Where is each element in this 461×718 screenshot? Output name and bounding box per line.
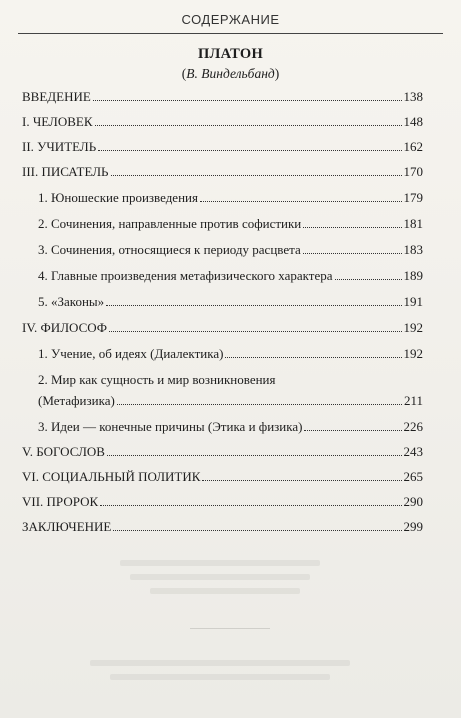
toc-page: 138 bbox=[403, 89, 423, 104]
section-title: ПЛАТОН bbox=[197, 46, 264, 62]
toc-page: 265 bbox=[403, 469, 423, 484]
toc-label: III. ПИСАТЕЛЬ bbox=[22, 164, 109, 179]
toc-leader bbox=[202, 480, 401, 481]
toc-page: 290 bbox=[403, 494, 423, 509]
toc-page: 170 bbox=[403, 164, 423, 179]
toc-entry-flourishing-period bbox=[22, 242, 423, 257]
show-through-rule bbox=[190, 628, 270, 629]
toc-entry-teacher bbox=[22, 139, 423, 154]
author-close-paren: ) bbox=[274, 66, 280, 81]
toc-label: 3. Сочинения, относящиеся к периоду расцвета bbox=[38, 242, 301, 257]
toc-entry-introduction bbox=[22, 89, 423, 104]
toc-label: (Метафизика) bbox=[38, 393, 115, 408]
toc-entry-anti-sophistic bbox=[22, 216, 423, 231]
toc-leader bbox=[98, 150, 401, 151]
toc-label: V. БОГОСЛОВ bbox=[22, 444, 105, 459]
toc-page: 148 bbox=[403, 114, 423, 129]
toc-leader bbox=[335, 279, 402, 280]
show-through-text bbox=[90, 660, 350, 666]
show-through-text bbox=[120, 560, 320, 566]
toc-label-line1: 2. Мир как сущность и мир возникновения bbox=[38, 372, 276, 387]
toc-leader bbox=[200, 201, 402, 202]
toc-entry-world-essence bbox=[22, 393, 423, 408]
toc-page: 162 bbox=[403, 139, 423, 154]
section-author bbox=[0, 66, 461, 82]
toc-entry-laws bbox=[22, 294, 423, 309]
toc-label: ВВЕДЕНИЕ bbox=[22, 89, 91, 104]
show-through-text bbox=[110, 674, 330, 680]
toc-entry-philosopher bbox=[22, 320, 423, 335]
toc-page: 191 bbox=[403, 294, 423, 309]
toc-page: 189 bbox=[403, 268, 423, 283]
table-of-contents bbox=[22, 89, 423, 534]
toc-entry-man bbox=[22, 114, 423, 129]
toc-page: 243 bbox=[403, 444, 423, 459]
toc-leader bbox=[111, 175, 402, 176]
toc-page: 211 bbox=[403, 393, 423, 408]
toc-label: IV. ФИЛОСОФ bbox=[22, 320, 108, 335]
toc-label: ЗАКЛЮЧЕНИЕ bbox=[22, 519, 112, 534]
toc-leader bbox=[100, 505, 401, 506]
toc-page: 192 bbox=[403, 320, 423, 335]
toc-label: 1. Юношеские произведения bbox=[38, 190, 198, 205]
toc-page: 192 bbox=[403, 346, 423, 361]
toc-leader bbox=[106, 305, 401, 306]
toc-leader bbox=[225, 357, 401, 358]
toc-label: 5. «Законы» bbox=[38, 294, 105, 309]
toc-label: 1. Учение, об идеях (Диалектика) bbox=[38, 346, 224, 361]
toc-leader bbox=[304, 430, 401, 431]
toc-label: VI. СОЦИАЛЬНЫЙ ПОЛИТИК bbox=[22, 469, 201, 484]
toc-entry-social-politician bbox=[22, 469, 423, 484]
toc-page: 183 bbox=[403, 242, 423, 257]
toc-entry-youthful-works bbox=[22, 190, 423, 205]
toc-page: 299 bbox=[403, 519, 423, 534]
toc-label: VII. ПРОРОК bbox=[22, 494, 99, 509]
toc-page: 181 bbox=[403, 216, 423, 231]
toc-leader bbox=[109, 331, 401, 332]
toc-page: 179 bbox=[403, 190, 423, 205]
show-through-text bbox=[130, 574, 310, 580]
toc-label: 4. Главные произведения метафизического характера bbox=[38, 268, 333, 283]
toc-entry-prophet bbox=[22, 494, 423, 509]
author-open-paren: ( bbox=[181, 66, 187, 81]
toc-leader bbox=[303, 253, 402, 254]
toc-leader bbox=[117, 404, 402, 405]
toc-entry-metaphysical-works bbox=[22, 268, 423, 283]
show-through-text bbox=[150, 588, 300, 594]
toc-entry-final-causes bbox=[22, 419, 423, 434]
toc-leader bbox=[303, 227, 401, 228]
toc-entry-theologian bbox=[22, 444, 423, 459]
toc-entry-theory-of-ideas bbox=[22, 346, 423, 361]
toc-label: 3. Идеи — конечные причины (Этика и физика) bbox=[38, 419, 303, 434]
header-rule bbox=[18, 33, 443, 34]
toc-leader bbox=[93, 100, 402, 101]
toc-leader bbox=[95, 125, 402, 126]
toc-label: 2. Сочинения, направленные против софистики bbox=[38, 216, 302, 231]
toc-page: 226 bbox=[403, 419, 423, 434]
toc-label: II. УЧИТЕЛЬ bbox=[22, 139, 97, 154]
running-head: СОДЕРЖАНИЕ bbox=[181, 12, 280, 27]
toc-entry-writer bbox=[22, 164, 423, 179]
toc-label: I. ЧЕЛОВЕК bbox=[22, 114, 93, 129]
toc-leader bbox=[107, 455, 402, 456]
toc-leader bbox=[113, 530, 401, 531]
author-name: В. Виндельбанд bbox=[186, 66, 275, 81]
toc-entry-conclusion bbox=[22, 519, 423, 534]
